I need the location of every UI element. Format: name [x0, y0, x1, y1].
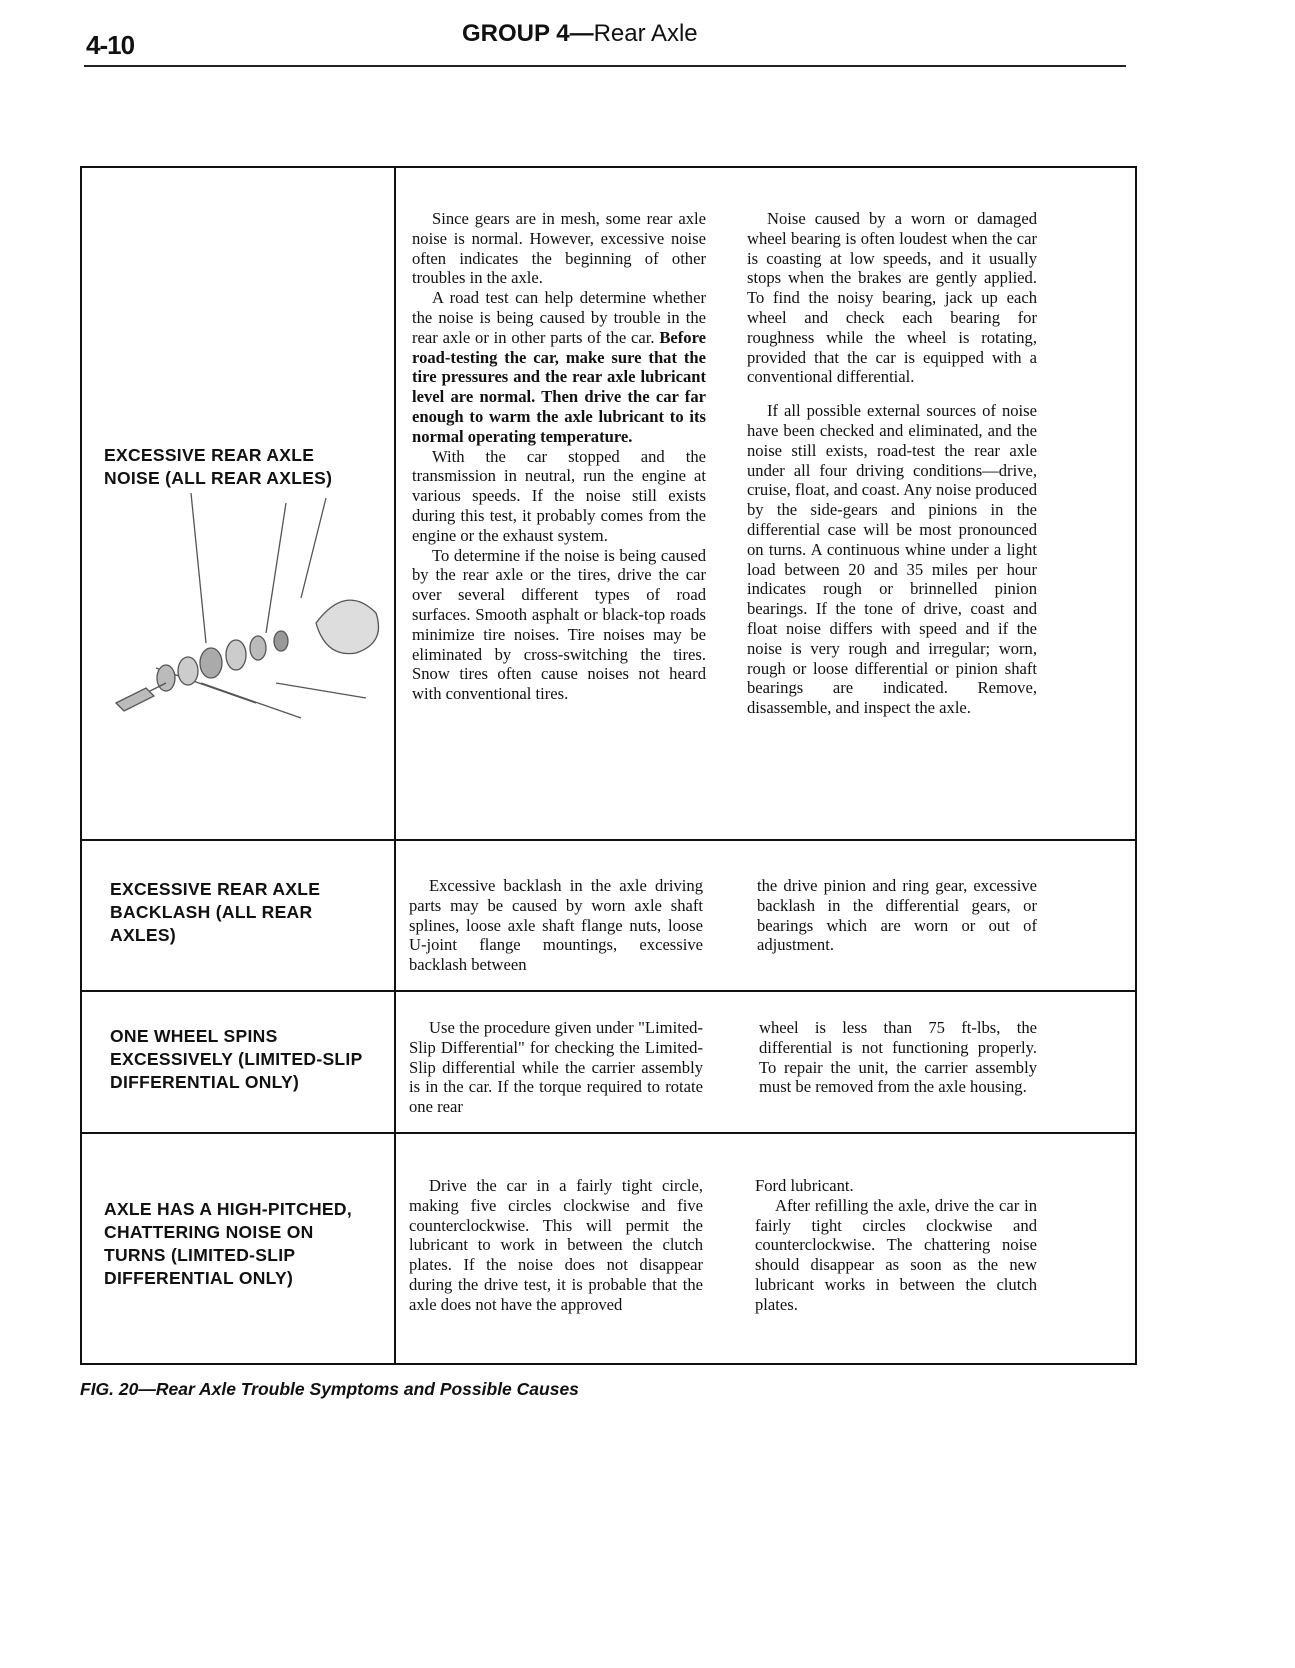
paragraph: Noise caused by a worn or damaged wheel bearing is often loudest when the car is coasting at low speeds, and it usually stops when the brakes are gently applied. To find the noisy bearing, jack up each wheel and check each bearing for roughness while the wheel is rotating, provided that the car is equipped with a conventional differential. — [747, 209, 1037, 387]
row-divider — [82, 839, 1135, 841]
trouble-symptoms-table — [80, 166, 1137, 1365]
group-dash: — — [569, 20, 594, 47]
row2-col2-text — [757, 876, 1037, 955]
column-divider — [394, 168, 396, 1363]
row-divider — [82, 1132, 1135, 1134]
row4-col1-text — [409, 1176, 703, 1315]
paragraph: With the car stopped and the transmission in neutral, run the engine at various speeds. If the noise still exists during this test, it probably comes from the engine or the exhaust system. — [412, 446, 706, 545]
paragraph: wheel is less than 75 ft-lbs, the differential is not functioning properly. To repair the unit, the carrier assembly must be removed from the axle housing. — [759, 1018, 1037, 1097]
paragraph: After refilling the axle, drive the car in fairly tight circles clockwise and counterclockwise. The chattering noise should disappear as soon as the new lubricant works in between the clutch plates. — [755, 1195, 1037, 1314]
paragraph: Since gears are in mesh, some rear axle noise is normal. However, excessive noise often indicates the beginning of other troubles in the axle. — [412, 209, 706, 288]
row3-col1-text — [409, 1018, 703, 1117]
paragraph: Drive the car in a fairly tight circle, making five circles clockwise and five counterclockwise. This will permit the lubricant to work in between the clutch plates. If the noise does not disappear during the drive test, it is probable that the axle does not have the approved — [409, 1176, 703, 1314]
paragraph: Ford lubricant. — [755, 1176, 854, 1195]
paragraph: Use the procedure given under "Limited-Slip Differential" for checking the Limited-Slip differential while the carrier assembly is in the car. If the torque required to rotate one rear — [409, 1018, 703, 1117]
symptom-chattering-noise: AXLE HAS A HIGH-PITCHED, CHATTERING NOISE ON TURNS (LIMITED-SLIP DIFFERENTIAL ONLY) — [104, 1199, 352, 1288]
row1-col1-text — [412, 209, 706, 704]
paragraph: To determine if the noise is being caused by the rear axle or the tires, drive the car over several different types of road surfaces. Smooth asphalt or black-top roads minimize tire noises. Tire noises may be eliminated by cross-switching the tires. Snow tires often cause noises not heard with conventional tires. — [412, 545, 706, 704]
row3-col2-text — [759, 1018, 1037, 1097]
group-title: Rear Axle — [593, 20, 698, 47]
row4-col2-text — [755, 1176, 1037, 1315]
page-header-title — [462, 20, 698, 48]
symptom-excessive-noise: EXCESSIVE REAR AXLE NOISE (ALL REAR AXLES) — [104, 445, 333, 488]
paragraph: Excessive backlash in the axle driving parts may be caused by worn axle shaft splines, loose axle shaft flange nuts, loose U-joint flange mountings, excessive backlash between — [409, 876, 703, 975]
road-test-intro: A road test can help determine whether the noise is being caused by trouble in the rear axle or in other parts of the car. — [412, 288, 706, 347]
road-test-caution: Before road-testing the car, make sure that the tire pressures and the rear axle lubricant level are normal. Then drive the car far enough to warm the axle lubricant to its normal operating temperature. — [412, 327, 706, 446]
symptom-excessive-backlash: EXCESSIVE REAR AXLE BACKLASH (ALL REAR AXLES) — [110, 879, 321, 945]
rear-axle-exploded-illustration — [96, 493, 396, 738]
paragraph: If all possible external sources of noise have been checked and eliminated, and the noise still exists, road-test the rear axle under all four driving conditions—drive, cruise, float, and coast. Any noise produced by the side-gears and pinions in the differential case will be most pronounced on turns. A continuous whine under a light load between 20 and 35 miles per hour indicates rough or brinnelled pinion bearings. If the tone of drive, coast and float noise differs with speed and if the noise is very rough and irregular; worn, rough or loose differential or pinion shaft bearings are indicated. Remove, disassemble, and inspect the axle. — [747, 401, 1037, 718]
row1-col2-text — [747, 209, 1037, 718]
symptom-one-wheel-spins: ONE WHEEL SPINS EXCESSIVELY (LIMITED-SLIP DIFFERENTIAL ONLY) — [110, 1026, 363, 1092]
figure-caption: FIG. 20—Rear Axle Trouble Symptoms and Possible Causes — [80, 1379, 579, 1399]
header-rule — [84, 65, 1126, 67]
page-number: 4-10 — [86, 30, 135, 60]
paragraph: the drive pinion and ring gear, excessive backlash in the differential gears, or bearings which are worn or out of adjustment. — [757, 876, 1037, 955]
paragraph — [412, 288, 706, 446]
row-divider — [82, 990, 1135, 992]
row2-col1-text — [409, 876, 703, 975]
group-label: GROUP 4 — [462, 20, 570, 47]
